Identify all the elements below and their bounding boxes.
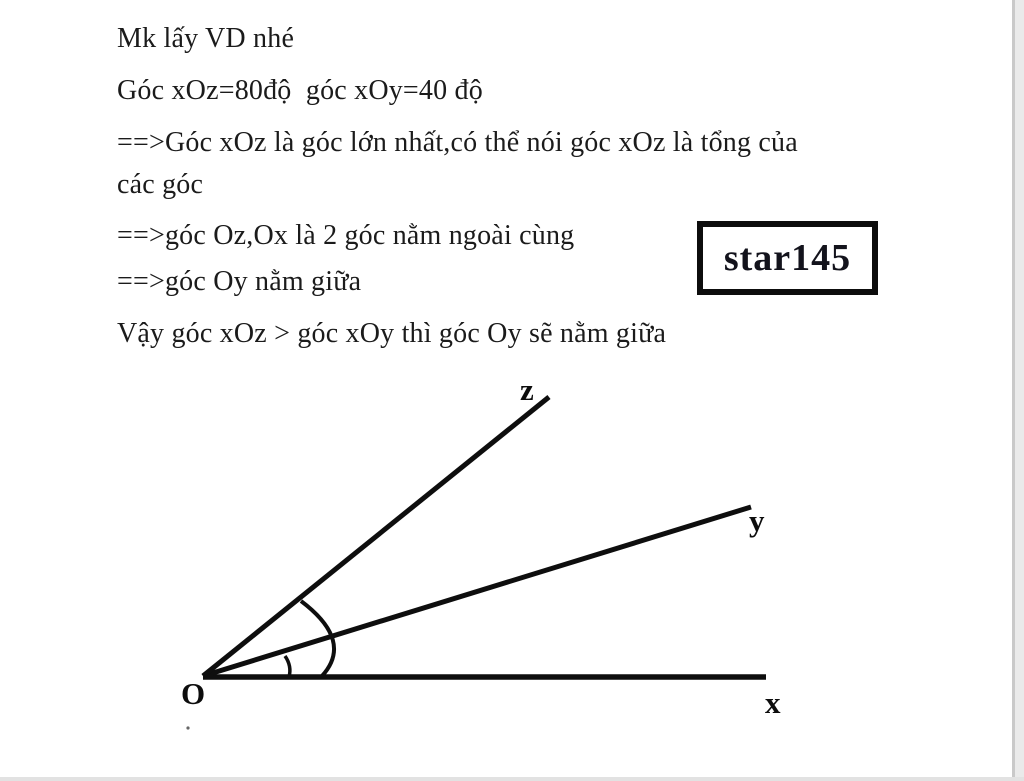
answer-line-1: Mk lấy VD nhé (117, 23, 295, 54)
ray-oy-line (203, 507, 751, 676)
answer-line-5: ==>góc Oy nằm giữa (117, 266, 362, 297)
ray-oz-line (203, 397, 549, 676)
stray-dot (186, 726, 189, 729)
label-y: y (749, 503, 765, 538)
angle-xoy-arc (285, 656, 290, 677)
label-o: O (181, 676, 206, 711)
bottom-edge-strip (0, 777, 1024, 781)
answer-line-4: ==>góc Oz,Ox là 2 góc nằm ngoài cùng (117, 220, 575, 251)
username-badge-label: star145 (723, 237, 852, 279)
label-x: x (765, 685, 781, 720)
answer-line-6: Vậy góc xOz > góc xOy thì góc Oy sẽ nằm giữa (117, 318, 667, 349)
answer-line-2: Góc xOz=80độ góc xOy=40 độ (117, 75, 483, 106)
right-edge-panel (1015, 0, 1024, 781)
label-z: z (520, 372, 534, 407)
answer-line-3-wrap: các góc (117, 169, 204, 200)
answer-line-3: ==>Góc xOz là góc lớn nhất,có thể nói góc xOz là tổng của (117, 127, 798, 158)
